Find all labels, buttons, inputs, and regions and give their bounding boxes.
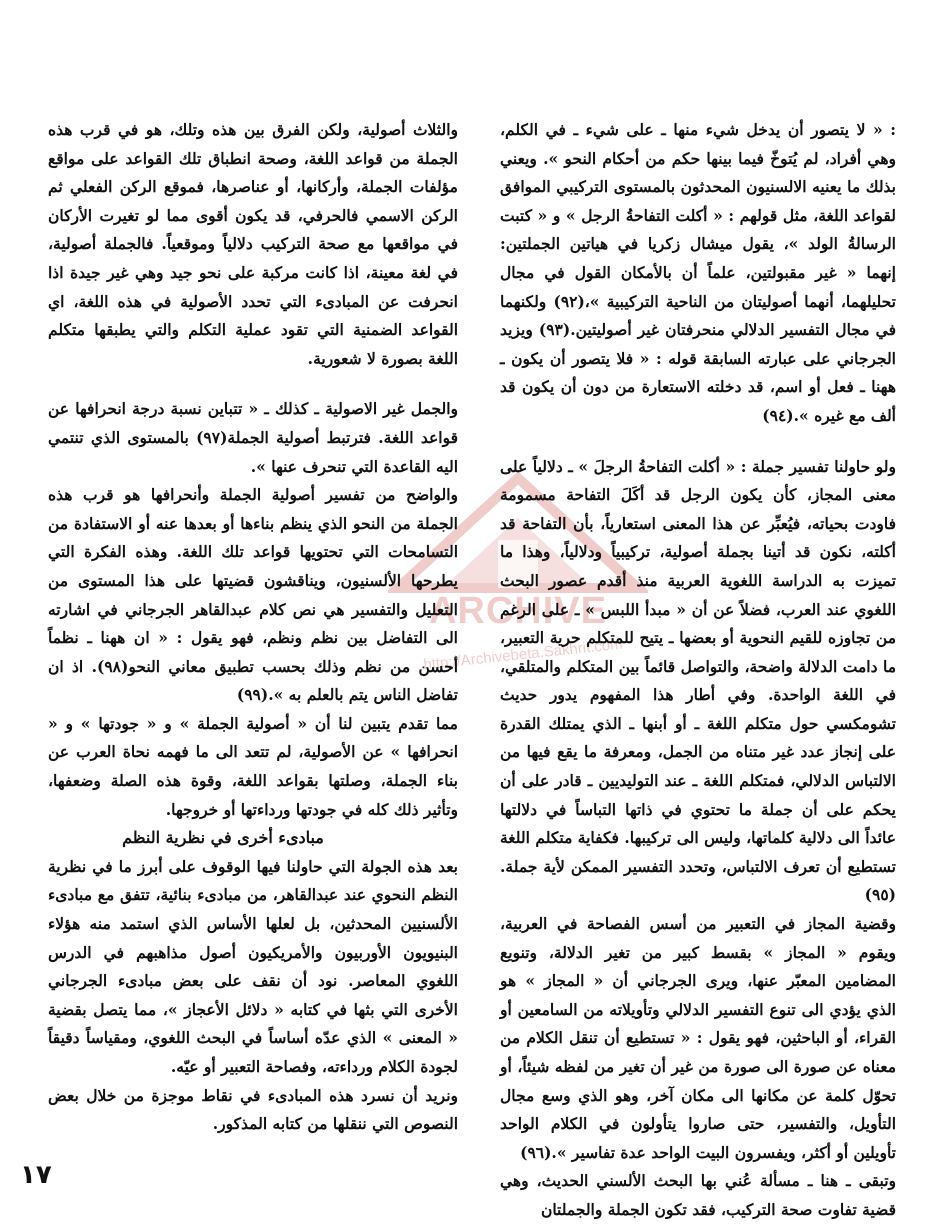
paragraph: وقضية المجاز في التعبير من أسس الفصاحة في العربية، ويقوم « المجاز » بقسط كبير من تغير الدلالة، وتنويع المضامين المعبّر عنها، ويرى الجرجاني أن « المجاز » هو الذي يؤدي الى تنوع التفسير الدلالي وتأويلاته من السامعين أو القراء، أو الباحثين، فهو يقول : « تستطيع أن تنقل الكلام من معناه عن صورة الى صورة من غير أن تغير من لفظه شيئاً، أو تحوّل كلمة عن مكانها الى مكان آخر، وهو الذي وسع مجال التأويل، والتفسير، حتى صاروا يتأولون في الكلام الواحد تأويلين أو أكثر، ويفسرون البيت الواحد عدة تفاسير ».(٩٦) (500, 914, 896, 1162)
section-heading: مبادىء أخرى في نظرية النظم (122, 828, 324, 848)
paragraph: بعد هذه الجولة التي حاولنا فيها الوقوف على أبرز ما في نظرية النظم النحوي عند عبدالقاهر، من مبادىء بنائية، تتفق مع مبادىء الألسنيين المحدثين، بل لعلها الأساس الذي استمد منه هؤلاء البنيويون الأوربيون والأمريكيون أصول مذاهبهم في الدرس اللغوي المعاصر. نود أن نقف على بعض مبادىء الجرجاني الأخرى التي بثها في كتابه « دلائل الأعجاز »، مما يتصل بقضية « المعنى » الذي عدّه أساساً في البحث اللغوي، ومقياساً دقيقاً لجودة الكلام ورداءته، وفصاحة التعبير أو عيّه. (48, 856, 458, 1076)
left-column (48, 116, 458, 1139)
paragraph: مما تقدم يتبين لنا أن « أصولية الجملة » و « جودتها » و « انحرافها » عن الأصولية، لم تتعد الى ما فهمه نحاة العرب عن بناء الجملة، وصلتها بقواعد اللغة، وقوة هذه الصلة وضعفها، وتأثير ذلك كله في جودتها ورداءتها أو خروجها. (48, 713, 458, 819)
watermark-title: ARCHIVE (428, 590, 608, 632)
paragraph: والثلاث أصولية، ولكن الفرق بين هذه وتلك، هو في قرب هذه الجملة من قواعد اللغة، وصحة انطباق تلك القواعد على مواقع مؤلفات الجملة، وأركانها، أو عناصرها، فموقع الركن الفعلي ثم الركن الاسمي فالحرفي، قد يكون أقوى مما لو تغيرت الأركان في مواقعها مع صحة التركيب دلالياً وموقعياً. فالجملة أصولية، في لغة معينة، اذا كانت مركبة على نحو جيد وهي غير جيدة اذا انحرفت عن المبادىء التي تحدد الأصولية في هذه اللغة، اي القواعد الضمنية التي تقود عملية التكلم والتي يطبقها متكلم اللغة بصورة لا شعورية. (48, 120, 458, 368)
paragraph: والجمل غير الاصولية ـ كذلك ـ « تتباين نسبة درجة انحرافها عن قواعد اللغة. فترتبط أصولية الجملة(٩٧) بالمستوى الذي تنتمي اليه القاعدة التي تنحرف عنها ». (48, 399, 458, 476)
paragraph: والواضح من تفسير أصولية الجملة وأنحرافها هو قرب هذه الجملة من النحو الذي ينظم بناءها أو بعدها عنه أو الاستفادة من التسامحات التي تحتويها قواعد تلك اللغة. وهذه الفكرة التي يطرحها الألسنيون، ويناقشون قضيتها على هذا المستوى من التعليل والتفسير هي نص كلام عبدالقاهر الجرجاني في اشارته الى التفاضل بين نظم ونظم، فهو يقول : « ان ههنا ـ نظماً أحسن من نظم وذلك بحسب تطبيق معاني النحو(٩٨). اذ ان تفاضل الناس يتم بالعلم به ».(٩٩) (48, 485, 459, 705)
paragraph: ولو حاولنا تفسير جملة : « أكلت التفاحةُ الرجلَ » ـ دلالياً على معنى المجاز، كأن يكون الرجل قد أكَلَ التفاحة مسمومة فاودت بحياته، فيُعبِّر عن هذا المعنى استعارياً، بأن التفاحة قد أكلته، نكون قد أتينا بجملة أصولية، تركيبياً ودلالياً، وهذا ما تميزت به الدراسة اللغوية العربية منذ أقدم عصور البحث اللغوي عند العرب، فضلاً عن أن « مبدأ اللبس » ـ على الرغم من تجاوزه للقيم النحوية أو بعضها ـ يتيح للمتكلم حرية التعبير، ما دامت الدلالة واضحة، والتواصل قائماً بين المتكلم والمتلقي، في اللغة الواحدة. وفي أطار هذا المفهوم يدور حديث تشومكسي حول متكلم اللغة ـ أو أبنها ـ الذي يمتلك القدرة على إنجاز عدد غير متناه من الجمل، ومعرفة ما يقع فيها من الالتباس الدلالي، فمتكلم اللغة ـ عند التوليديين ـ قادر على أن يحكم على أن جملة ما تحتوي في ذاتها التباساً في دلالتها عائداً الى دلالية كلماتها، وليس الى تركيبها. فكفاية متكلم اللغة تستطيع أن تعرف الالتباس، وتحدد التفسير الممكن لأية جملة.(٩٥) (500, 456, 896, 905)
page-number: ١٧ (20, 1160, 52, 1190)
paragraph: ونريد أن نسرد هذه المبادىء في نقاط موجزة من خلال بعض النصوص التي ننقلها من كتابه المذكور. (48, 1085, 458, 1134)
paragraph: وتبقى ـ هنا ـ مسألة عُني بها البحث الألسني الحديث، وهي قضية تفاوت صحة التركيب، فقد تكون الجملة والجملتان (500, 1171, 896, 1219)
watermark-url: http://Archivebeta.Sakhrit.com (422, 635, 624, 674)
right-column (500, 116, 896, 1225)
paragraph: : « لا يتصور أن يدخل شيء منها ـ على شيء ـ في الكلم، وهي أفراد، لم يُتوخّ فيما بينها حكم من أحكام النحو ». ويعني بذلك ما يعنيه الالسنيون المحدثون بالمستوى التركيبي الموافق لقواعد اللغة، مثل قولهم : « أكلت التفاحةُ الرجل » و « كتبت الرسالةُ الولد »، يقول ميشال زكريا في هياتين الجملتين: إنهما « غير مقبولتين، علماً أن بالأمكان القول في مجال تحليلهما، أنهما أصوليتان من الناحية التركيبية »،(٩٢) ولكنهما في مجال التفسير الدلالي منحرفتان غير أصوليتين.(٩٣) ويزيد الجرجاني على عبارته السابقة قوله : « فلا يتصور أن يكون ـ ههنا ـ فعل أو اسم، قد دخلته الاستعارة من دون أن يكون قد ألف مع غيره ».(٩٤) (500, 120, 897, 425)
